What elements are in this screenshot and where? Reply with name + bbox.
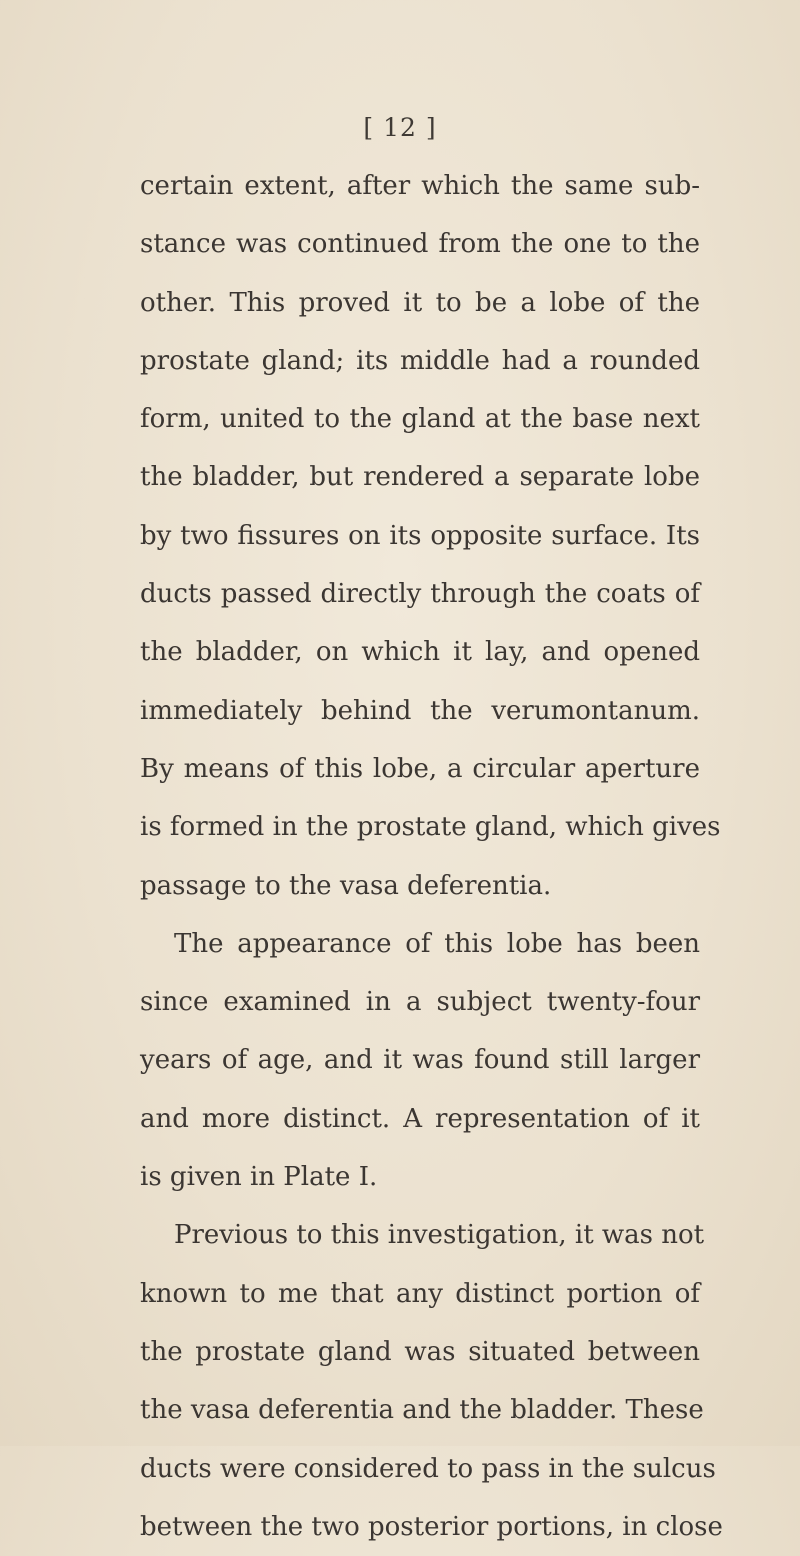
text-line: the bladder, on which it lay, and opened — [140, 637, 700, 668]
body-text — [140, 157, 723, 1556]
text-line: prostate gland; its middle had a rounded — [140, 345, 700, 376]
text-line: by two fissures on its opposite surface. Its — [140, 520, 700, 551]
text-line: since examined in a subject twenty-four — [140, 987, 700, 1018]
text-line: Previous to this investigation, it was not — [174, 1220, 705, 1251]
text-line: certain extent, after which the same sub- — [140, 171, 700, 201]
text-line: the vasa deferentia and the bladder. These — [140, 1395, 704, 1426]
text-line: passage to the vasa deferentia. — [140, 870, 552, 901]
text-line: The appearance of this lobe has been — [174, 928, 700, 959]
text-line: known to me that any distinct portion of — [140, 1278, 700, 1309]
text-line: other. This proved it to be a lobe of the — [140, 287, 700, 318]
text-line: ducts passed directly through the coats of — [140, 579, 700, 610]
text-line: is given in Plate I. — [140, 1162, 378, 1193]
text-line: the bladder, but rendered a separate lobe — [140, 462, 700, 493]
text-line: is formed in the prostate gland, which gives — [140, 812, 721, 843]
text-line: years of age, and it was found still larger — [140, 1045, 700, 1076]
text-line: between the two posterior portions, in close — [140, 1511, 723, 1542]
text-line: form, united to the gland at the base next — [140, 404, 700, 435]
text-line: By means of this lobe, a circular aperture — [140, 753, 700, 784]
text-line: and more distinct. A representation of it — [140, 1103, 700, 1134]
text-line: stance was continued from the one to the — [140, 229, 700, 260]
page-number: [ 12 ] — [363, 113, 437, 142]
text-line: ducts were considered to pass in the sulcus — [140, 1453, 716, 1484]
text-line: immediately behind the verumontanum. — [140, 695, 700, 726]
text-line: the prostate gland was situated between — [140, 1336, 700, 1367]
